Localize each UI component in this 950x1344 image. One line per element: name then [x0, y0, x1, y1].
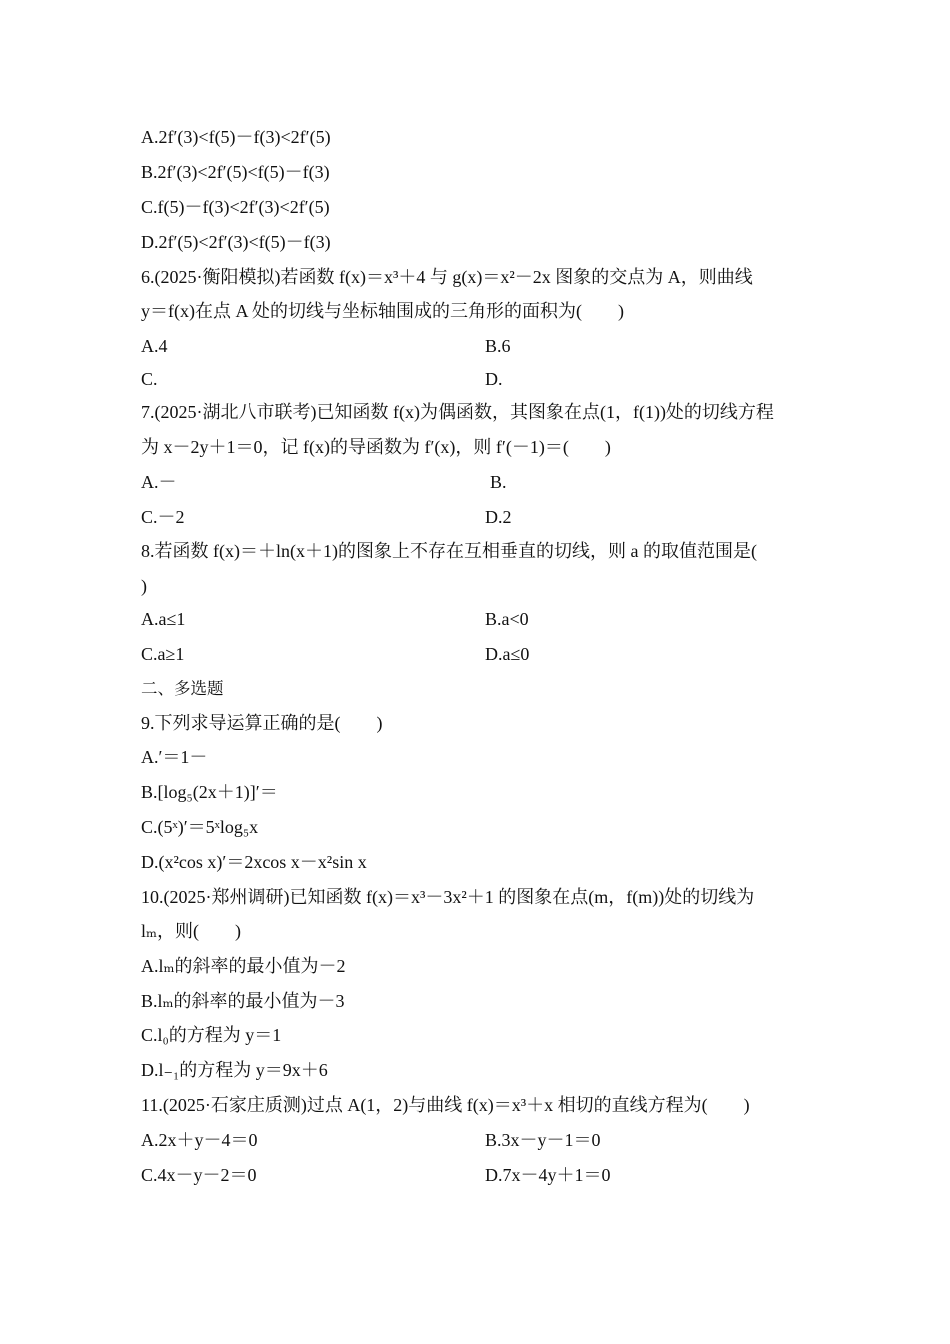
q5-option-c: C.f(5)－f(3)<2f′(3)<2f′(5): [141, 197, 330, 217]
q8-option-b: B.a<0: [485, 609, 529, 629]
q9-stem: 9.下列求导运算正确的是( ): [141, 713, 383, 733]
q7-option-d: D.2: [485, 507, 512, 527]
q8-stem-line2: ): [141, 576, 147, 596]
q8-stem-line1: 8.若函数 f(x)＝＋ln(x＋1)的图象上不存在互相垂直的切线，则 a 的取值范围是(: [141, 541, 757, 561]
q9-option-d: D.(x²cos x)′＝2xcos x－x²sin x: [141, 852, 367, 872]
q9-option-a: A.′＝1－: [141, 747, 208, 767]
q10-option-d: D.l₋₁的方程为 y＝9x＋6: [141, 1060, 328, 1080]
q10-option-b: B.lₘ的斜率的最小值为－3: [141, 991, 345, 1011]
q8-option-c: C.a≥1: [141, 644, 185, 664]
q7-stem-line2: 为 x－2y＋1＝0，记 f(x)的导函数为 f′(x)，则 f′(－1)＝( ): [141, 437, 611, 457]
q11-option-d: D.7x－4y＋1＝0: [485, 1165, 611, 1185]
q8-option-a: A.a≤1: [141, 609, 186, 629]
q8-option-d: D.a≤0: [485, 644, 530, 664]
q9-option-b: B.[log₅(2x＋1)]′＝: [141, 782, 278, 802]
q10-option-a: A.lₘ的斜率的最小值为－2: [141, 956, 346, 976]
q7-option-c: C.－2: [141, 507, 185, 527]
q9-option-c: C.(5ˣ)′＝5ˣlog₅x: [141, 817, 259, 837]
section-title-multiple-choice: 二、多选题: [141, 679, 224, 698]
q7-stem-line1: 7.(2025·湖北八市联考)已知函数 f(x)为偶函数，其图象在点(1，f(1))处的切线方程: [141, 402, 774, 422]
q6-option-b: B.6: [485, 336, 511, 356]
q6-option-c: C.: [141, 369, 158, 389]
q6-stem-line2: y＝f(x)在点 A 处的切线与坐标轴围成的三角形的面积为( ): [141, 301, 624, 321]
q6-stem-line1: 6.(2025·衡阳模拟)若函数 f(x)＝x³＋4 与 g(x)＝x²－2x 图象的交点为 A，则曲线: [141, 267, 753, 287]
q10-stem-line1: 10.(2025·郑州调研)已知函数 f(x)＝x³－3x²＋1 的图象在点(m，f(m))处的切线为: [141, 887, 755, 907]
q5-option-b: B.2f′(3)<2f′(5)<f(5)－f(3): [141, 162, 330, 182]
q11-option-c: C.4x－y－2＝0: [141, 1165, 257, 1185]
q11-option-b: B.3x－y－1＝0: [485, 1130, 601, 1150]
q5-option-d: D.2f′(5)<2f′(3)<f(5)－f(3): [141, 232, 331, 252]
q6-option-a: A.4: [141, 336, 168, 356]
q6-option-d: D.: [485, 369, 503, 389]
q10-stem-line2: lₘ，则( ): [141, 921, 242, 941]
q7-option-a: A.－: [141, 472, 177, 492]
q5-option-a: A.2f′(3)<f(5)－f(3)<2f′(5): [141, 127, 331, 147]
q11-option-a: A.2x＋y－4＝0: [141, 1130, 258, 1150]
q10-option-c: C.l₀的方程为 y＝1: [141, 1025, 282, 1045]
q7-option-b: B.: [490, 472, 507, 492]
q11-stem: 11.(2025·石家庄质测)过点 A(1，2)与曲线 f(x)＝x³＋x 相切的直线方程为( ): [141, 1095, 750, 1115]
